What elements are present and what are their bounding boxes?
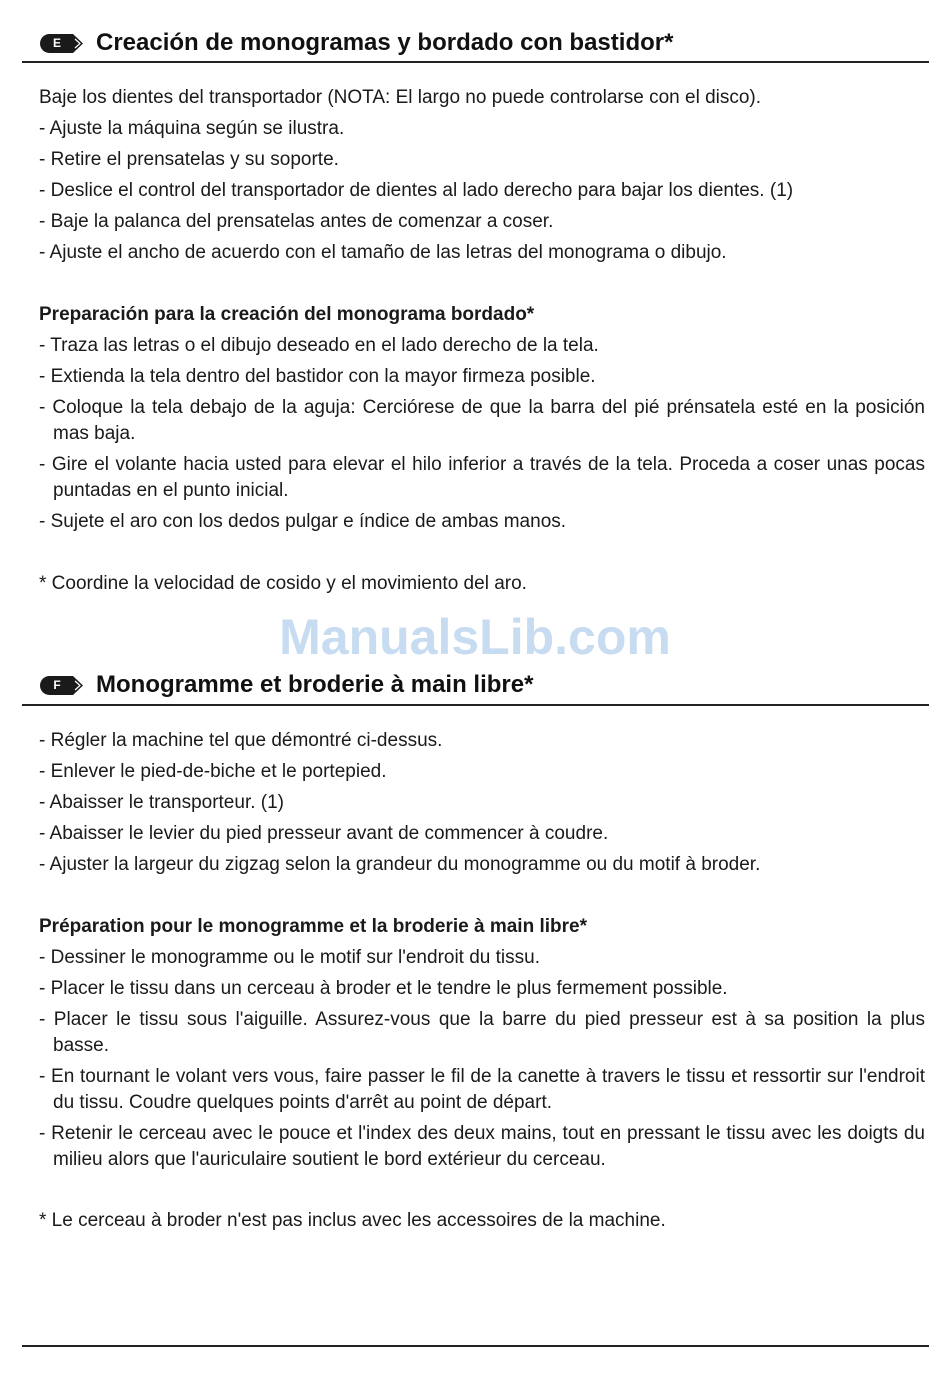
prep-heading-f: Préparation pour le monogramme et la broderie à main libre* bbox=[39, 916, 587, 937]
intro-line: Baje los dientes del transportador (NOTA: El largo no puede controlarse con el disco). bbox=[39, 87, 762, 108]
badge-letter: E bbox=[52, 36, 61, 50]
list-item: - Baje la palanca del prensatelas antes de comenzar a coser. bbox=[39, 211, 554, 232]
list-item: - Dessiner le monogramme ou le motif sur l'endroit du tissu. bbox=[39, 947, 540, 968]
note-f: * Le cerceau à broder n'est pas inclus avec les accessoires de la machine. bbox=[39, 1210, 666, 1231]
list-item: - Ajuste el ancho de acuerdo con el tamaño de las letras del monograma o dibujo. bbox=[39, 242, 727, 263]
list-item: - Placer le tissu dans un cerceau à broder et le tendre le plus fermement possible. bbox=[39, 978, 728, 999]
list-item: - Placer le tissu sous l'aiguille. Assurez-vous que la barre du pied presseur est à sa position la plus basse. bbox=[39, 1009, 925, 1056]
list-item: - Régler la machine tel que démontré ci-dessus. bbox=[39, 730, 443, 751]
list-item: - Sujete el aro con los dedos pulgar e índice de ambas manos. bbox=[39, 511, 567, 532]
list-item: - Gire el volante hacia usted para elevar el hilo inferior a través de la tela. Proceda a coser unas pocas puntadas en el punto inicial. bbox=[39, 454, 925, 501]
list-item: - Ajuster la largeur du zigzag selon la grandeur du monogramme ou du motif à broder. bbox=[39, 854, 761, 875]
note-e: * Coordine la velocidad de cosido y el movimiento del aro. bbox=[39, 573, 527, 594]
section-e-header bbox=[22, 24, 929, 62]
section-f-header bbox=[22, 666, 929, 704]
list-item: - Extienda la tela dentro del bastidor con la mayor firmeza posible. bbox=[39, 366, 596, 387]
badge-letter: F bbox=[53, 678, 61, 692]
list-item: - Ajuste la máquina según se ilustra. bbox=[39, 118, 345, 139]
section-f-title: Monogramme et broderie à main libre* bbox=[96, 671, 534, 698]
footer-rule bbox=[22, 1345, 929, 1347]
section-e-rule bbox=[22, 61, 929, 63]
list-item: - Enlever le pied-de-biche et le portepied. bbox=[39, 761, 387, 782]
list-item: - Coloque la tela debajo de la aguja: Cerciórese de que la barra del pié prénsatela esté en la posición mas baja. bbox=[39, 397, 925, 444]
list-item: - Deslice el control del transportador de dientes al lado derecho para bajar los dientes. (1) bbox=[39, 180, 794, 201]
list-item: - Retire el prensatelas y su soporte. bbox=[39, 149, 339, 170]
language-badge-f bbox=[40, 676, 84, 695]
list-item: - Traza las letras o el dibujo deseado en el lado derecho de la tela. bbox=[39, 335, 599, 356]
list-item: - Abaisser le levier du pied presseur avant de commencer à coudre. bbox=[39, 823, 609, 844]
section-f-rule bbox=[22, 704, 929, 706]
language-badge-e bbox=[40, 34, 84, 53]
prep-heading-e: Preparación para la creación del monograma bordado* bbox=[39, 304, 535, 325]
watermark: ManualsLib.com bbox=[279, 609, 671, 665]
section-e-title: Creación de monogramas y bordado con bastidor* bbox=[96, 29, 674, 56]
list-item: - Retenir le cerceau avec le pouce et l'index des deux mains, tout en pressant le tissu avec les doigts du milieu alors que l'auriculaire soutient le bord extérieur du cerceau. bbox=[39, 1123, 925, 1170]
list-item: - En tournant le volant vers vous, faire passer le fil de la canette à travers le tissu et ressortir sur l'endroit du tissu. Coudre quelques points d'arrêt au point de départ. bbox=[39, 1066, 925, 1113]
list-item: - Abaisser le transporteur. (1) bbox=[39, 792, 284, 813]
